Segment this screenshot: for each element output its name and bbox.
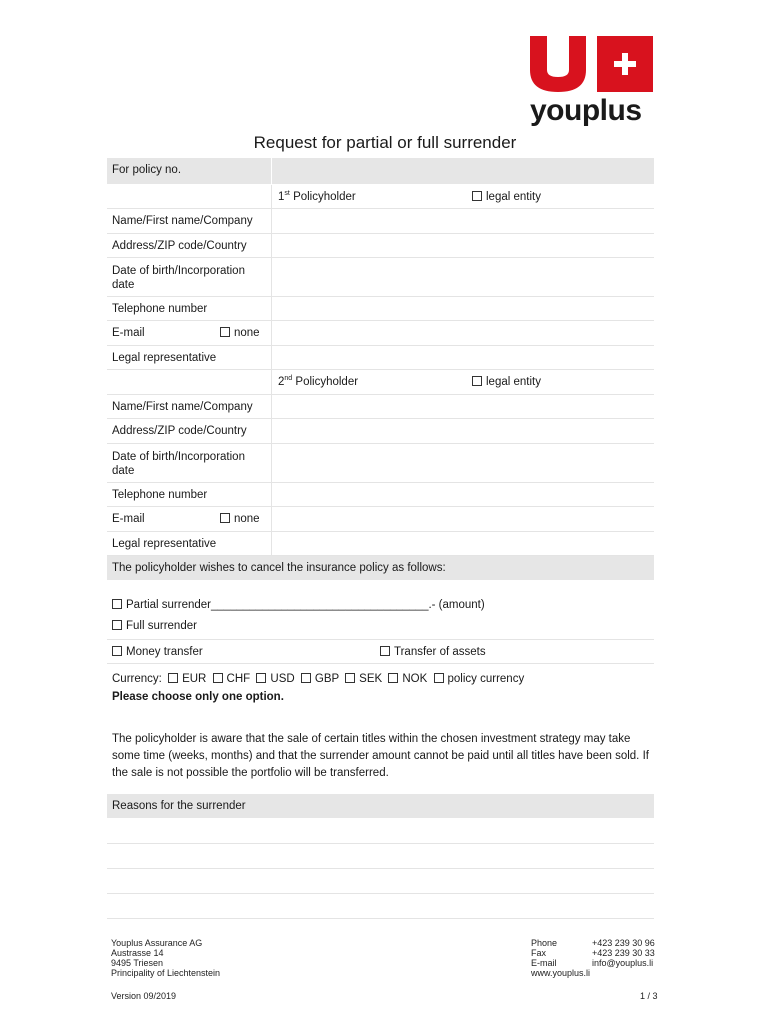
holder1-email-label: E-mail: [112, 327, 145, 339]
policy-number-label: For policy no.: [107, 158, 272, 184]
footer-company: Youplus Assurance AG: [111, 938, 203, 948]
holder2-email-none-label: none: [234, 513, 260, 525]
holder1-legal-rep-label: Legal representative: [107, 346, 272, 369]
holder2-heading: Policyholder: [295, 376, 359, 388]
footer-fax: +423 239 30 33: [592, 948, 655, 958]
footer-email[interactable]: info@youplus.li: [592, 958, 654, 968]
holder2-ordinal: 2: [278, 376, 285, 388]
holder1-ordinal-suffix: st: [284, 190, 290, 197]
currency-sek-label: SEK: [359, 673, 383, 685]
holder1-legal-rep-field[interactable]: [272, 346, 654, 369]
holder2-dob-label-line2: date: [112, 465, 135, 477]
holder2-dob-field[interactable]: [272, 444, 654, 482]
holder2-email-none-option: [220, 513, 260, 525]
currency-gbp-checkbox[interactable]: [301, 673, 311, 683]
surrender-type-row: [107, 581, 654, 640]
asset-transfer-option: [380, 646, 486, 658]
reasons-heading-row: [107, 794, 654, 819]
holder2-ordinal-suffix: nd: [284, 375, 293, 382]
holder1-email-row: [107, 321, 654, 346]
holder2-phone-row: [107, 483, 654, 507]
holder2-name-label: Name/First name/Company: [107, 395, 272, 418]
asset-transfer-checkbox[interactable]: [380, 646, 390, 656]
currency-label: Currency:: [112, 673, 162, 685]
holder2-legal-rep-field[interactable]: [272, 532, 654, 555]
holder1-email-none-checkbox[interactable]: [220, 327, 230, 337]
currency-options: [112, 670, 649, 688]
footer-phone-label: Phone: [531, 938, 558, 948]
holder2-address-label: Address/ZIP code/Country: [107, 419, 272, 443]
currency-gbp-label: GBP: [314, 673, 339, 685]
currency-policy-checkbox[interactable]: [434, 673, 444, 683]
full-surrender-label: Full surrender: [126, 620, 197, 632]
footer-web[interactable]: www.youplus.li: [531, 968, 591, 978]
asset-transfer-label: Transfer of assets: [394, 646, 486, 658]
holder2-legal-rep-label: Legal representative: [107, 532, 272, 555]
holder1-phone-row: [107, 297, 654, 321]
version-label: Version 09/2019: [111, 991, 177, 1001]
currency-chf-label: CHF: [226, 673, 251, 685]
holder1-name-row: [107, 209, 654, 234]
currency-eur-checkbox[interactable]: [168, 673, 178, 683]
page-title: Request for partial or full surrender: [253, 133, 517, 152]
holder1-email-none-option: [220, 327, 260, 339]
holder1-header-row: [107, 185, 654, 209]
holder2-name-field[interactable]: [272, 395, 654, 418]
holder1-legal-entity-option: [472, 191, 541, 203]
footer-email-label: E-mail: [531, 958, 557, 968]
logo-wordmark: youplus: [530, 94, 642, 127]
holder2-dob-row: [107, 444, 654, 483]
footer-fax-label: Fax: [531, 948, 547, 958]
holder2-legal-entity-checkbox[interactable]: [472, 376, 482, 386]
holder2-email-field[interactable]: [272, 507, 654, 531]
holder2-address-row: [107, 419, 654, 444]
footer-address: [111, 938, 220, 978]
currency-usd-checkbox[interactable]: [256, 673, 266, 683]
logo-plus-icon: [597, 36, 653, 92]
holder1-ordinal: 1: [278, 191, 285, 203]
footer-street: Austrasse 14: [111, 948, 164, 958]
money-transfer-label: Money transfer: [126, 646, 203, 658]
holder1-dob-row: [107, 258, 654, 297]
holder1-dob-label-line2: date: [112, 279, 135, 291]
logo-u-mark: [530, 36, 586, 92]
holder1-phone-label: Telephone number: [107, 297, 272, 320]
holder1-legal-entity-label: legal entity: [486, 191, 541, 203]
cancel-heading: The policyholder wishes to cancel the insurance policy as follows:: [112, 562, 446, 574]
currency-eur-label: EUR: [182, 673, 207, 685]
holder2-email-row: [107, 507, 654, 532]
partial-surrender-option: [112, 595, 649, 616]
holder1-legal-entity-checkbox[interactable]: [472, 191, 482, 201]
holder2-dob-label-line1: Date of birth/Incorporation: [112, 451, 245, 463]
holder1-dob-label-line1: Date of birth/Incorporation: [112, 265, 245, 277]
currency-chf-checkbox[interactable]: [213, 673, 223, 683]
currency-row: [107, 664, 654, 710]
policy-number-field[interactable]: [272, 158, 654, 184]
sale-notice: The policyholder is aware that the sale of certain titles within the chosen investment strategy may take some time (weeks, months) and that the surrender amount cannot be paid until all titles have been sold. If the sale is not possible the portfolio will be transferred.: [112, 733, 649, 779]
reasons-line-2[interactable]: [107, 844, 654, 869]
holder1-email-field[interactable]: [272, 321, 654, 345]
holder2-phone-label: Telephone number: [107, 483, 272, 506]
currency-nok-checkbox[interactable]: [388, 673, 398, 683]
currency-usd-label: USD: [270, 673, 295, 685]
holder2-header-row: [107, 370, 654, 395]
holder2-name-row: [107, 395, 654, 419]
holder2-legal-rep-row: [107, 532, 654, 556]
footer-phone: +423 239 30 96: [592, 938, 655, 948]
partial-surrender-label: Partial surrender__________________________________.- (amount): [126, 599, 485, 611]
currency-policy-label: policy currency: [447, 673, 525, 685]
holder1-email-none-label: none: [234, 327, 260, 339]
page-number: 1 / 3: [640, 991, 658, 1001]
holder2-address-field[interactable]: [272, 419, 654, 443]
holder1-dob-label: [107, 258, 272, 296]
currency-nok-label: NOK: [402, 673, 428, 685]
reasons-heading: Reasons for the surrender: [112, 800, 246, 812]
holder1-address-row: [107, 234, 654, 258]
policy-number-row: [107, 158, 654, 185]
holder1-name-field[interactable]: [272, 209, 654, 233]
partial-surrender-checkbox[interactable]: [112, 599, 122, 609]
holder2-email-none-checkbox[interactable]: [220, 513, 230, 523]
holder2-phone-field[interactable]: [272, 483, 654, 506]
currency-sek-checkbox[interactable]: [345, 673, 355, 683]
holder1-legal-rep-row: [107, 346, 654, 370]
holder1-address-label: Address/ZIP code/Country: [107, 234, 272, 257]
transfer-type-row: [107, 640, 654, 664]
holder1-phone-field[interactable]: [272, 297, 654, 320]
holder2-email-label: E-mail: [112, 513, 145, 525]
holder1-email-label-cell: [107, 321, 272, 345]
holder2-email-label-cell: [107, 507, 272, 531]
holder2-legal-entity-option: [472, 376, 541, 388]
full-surrender-checkbox[interactable]: [112, 620, 122, 630]
holder2-dob-label: [107, 444, 272, 482]
holder1-heading: Policyholder: [293, 191, 356, 203]
full-surrender-option: [112, 616, 649, 637]
cancel-heading-row: [107, 556, 654, 581]
holder1-name-label: Name/First name/Company: [107, 209, 272, 233]
youplus-logo: [530, 36, 656, 128]
holder1-dob-field[interactable]: [272, 258, 654, 296]
surrender-form: [107, 158, 654, 919]
reasons-line-4[interactable]: [107, 894, 654, 919]
holder1-address-field[interactable]: [272, 234, 654, 257]
footer-contact-labels: [531, 938, 590, 978]
choose-one-note: Please choose only one option.: [112, 691, 284, 703]
reasons-line-1[interactable]: [107, 819, 654, 844]
footer-country: Principality of Liechtenstein: [111, 968, 221, 978]
footer-contact-values: [592, 938, 655, 968]
footer-city: 9495 Triesen: [111, 958, 164, 968]
money-transfer-option: [112, 646, 203, 658]
reasons-line-3[interactable]: [107, 869, 654, 894]
holder2-legal-entity-label: legal entity: [486, 376, 541, 388]
money-transfer-checkbox[interactable]: [112, 646, 122, 656]
